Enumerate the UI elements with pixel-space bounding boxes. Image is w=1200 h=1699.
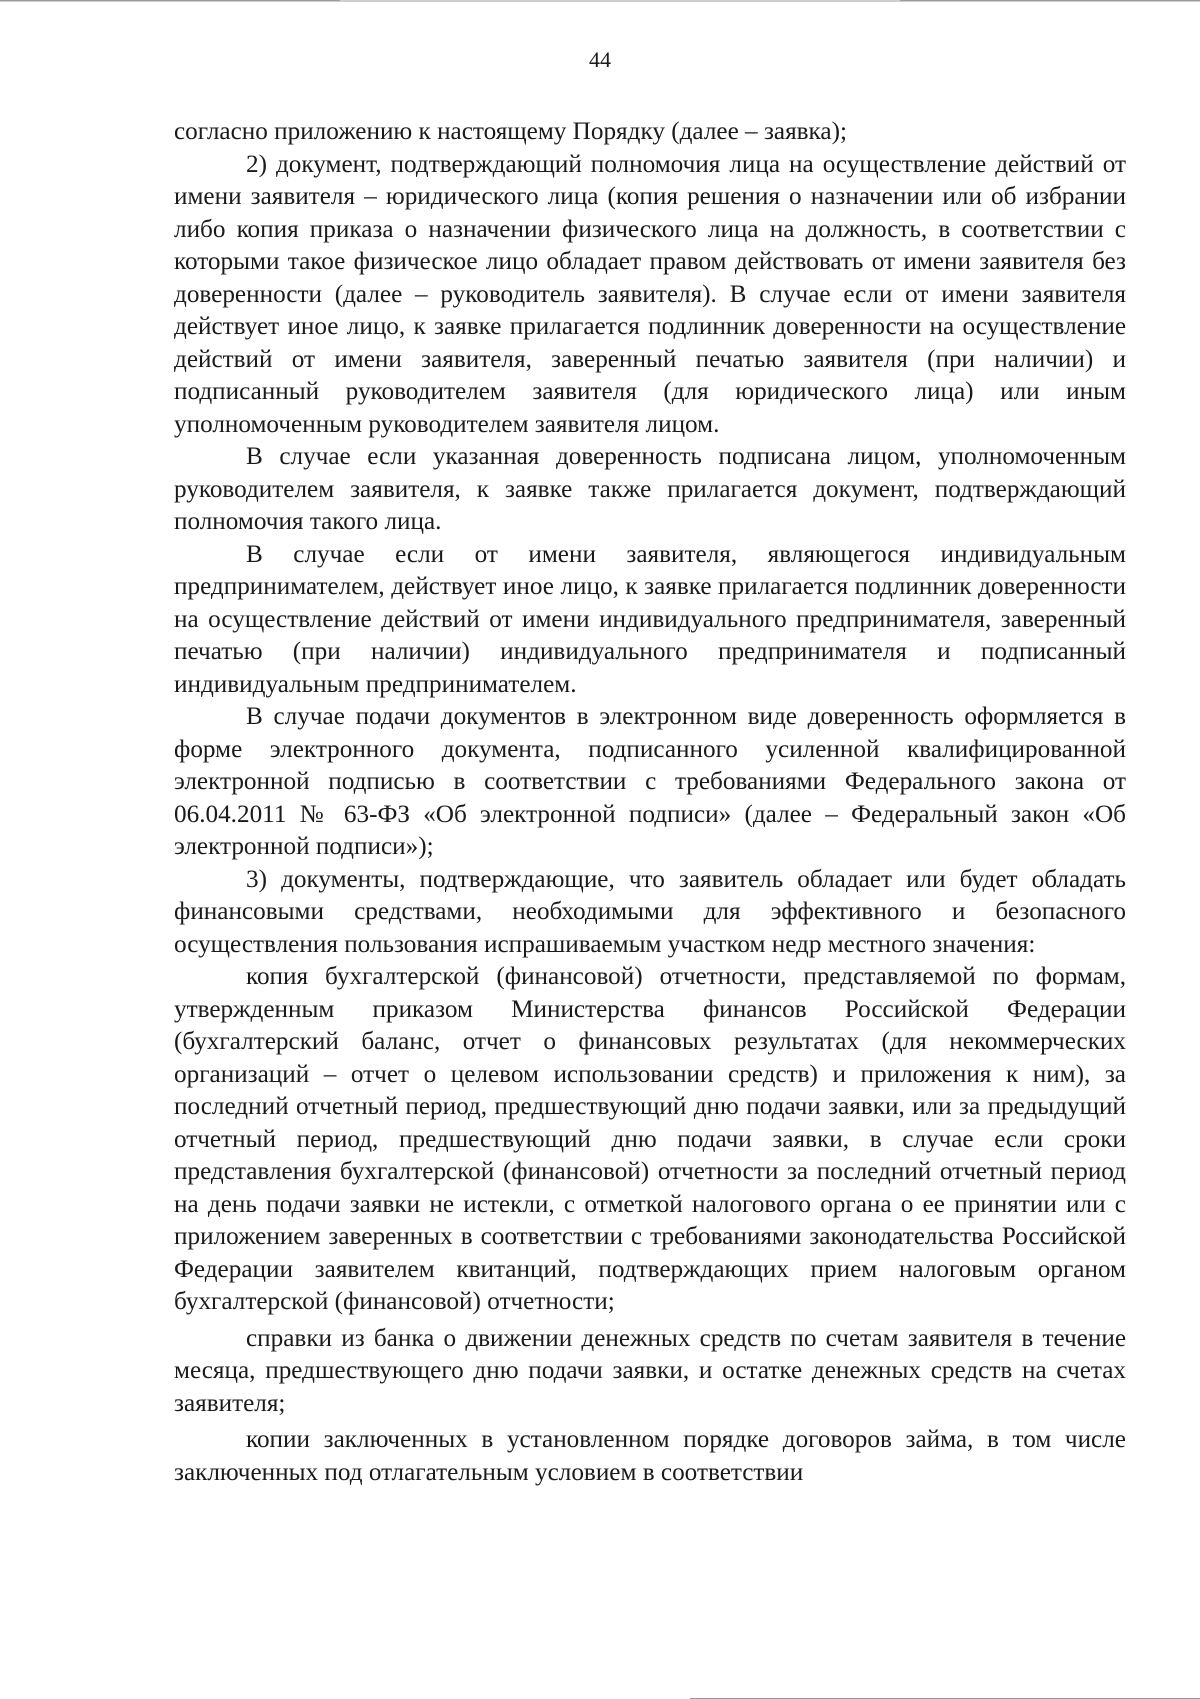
paragraph: В случае если указанная доверенность подписана лицом, уполномоченным руководителем заявителя, к заявке также прилагается документ, подтверждающий полномочия такого лица. xyxy=(174,443,1126,535)
paragraph: 2) документ, подтверждающий полномочия лица на осуществление действий от имени заявителя – юридического лица (копия решения о назначении или об избрании либо копия приказа о назначении физического лица на должность, в соответствии с которыми такое физическое лицо обладает правом действовать от имени заявителя без доверенности (далее – руководитель заявителя). В случае если от имени заявителя действует иное лицо, к заявке прилагается подлинник доверенности на осуществление действий от имени заявителя, заверенный печатью заявителя (при наличии) и подписанный руководителем заявителя (для юридического лица) или иным уполномоченным руководителем заявителя лицом. xyxy=(174,150,1126,438)
paragraph: В случае подачи документов в электронном виде доверенность оформляется в форме электронного документа, подписанного усиленной квалифицированной электронной подписью в соответствии с требованиями Федерального закона от 06.04.2011 № 63-ФЗ «Об электронной подписи» (далее – Федеральный закон «Об электронной подписи»); xyxy=(174,703,1126,860)
paragraph: 3) документы, подтверждающие, что заявитель обладает или будет обладать финансовыми средствами, необходимыми для эффективного и безопасного осуществления пользования испрашиваемым участком недр местного значения: xyxy=(174,865,1126,958)
page-number: 44 xyxy=(589,47,611,72)
paragraph: копии заключенных в установленном порядке договоров займа, в том числе заключенных под отлагательным условием в соответствии xyxy=(174,1426,1126,1486)
paragraph: В случае если от имени заявителя, являющегося индивидуальным предпринимателем, действует иное лицо, к заявке прилагается подлинник доверенности на осуществление действий от имени индивидуального предпринимателя, заверенный печатью (при наличии) индивидуального предпринимателя и подписанный индивидуальным предпринимателем. xyxy=(174,540,1126,698)
scan-rule-top-right xyxy=(900,0,1200,1)
scan-rule-top-left xyxy=(0,0,340,1)
paragraph: копия бухгалтерской (финансовой) отчетности, представляемой по формам, утвержденным приказом Министерства финансов Российской Федерации (бухгалтерский баланс, отчет о финансовых результатах (для некоммерческих организаций – отчет о целевом использовании средств) и приложения к ним), за последний отчетный период, предшествующий дню подачи заявки, или за предыдущий отчетный период, предшествующий дню подачи заявки, в случае если сроки представления бухгалтерской (финансовой) отчетности за последний отчетный период на день подачи заявки не истекли, с отметкой налогового органа о ее принятии или с приложением заверенных в соответствии с требованиями законодательства Российской Федерации заявителем квитанций, подтверждающих прием налоговым органом бухгалтерской (финансовой) отчетности; xyxy=(174,963,1126,1315)
document-body xyxy=(174,116,1126,1489)
paragraph: справки из банка о движении денежных средств по счетам заявителя в течение месяца, предшествующего дню подачи заявки, и остатке денежных средств на счетах заявителя; xyxy=(174,1324,1126,1417)
paragraph: согласно приложению к настоящему Порядку (далее – заявка); xyxy=(174,118,847,145)
